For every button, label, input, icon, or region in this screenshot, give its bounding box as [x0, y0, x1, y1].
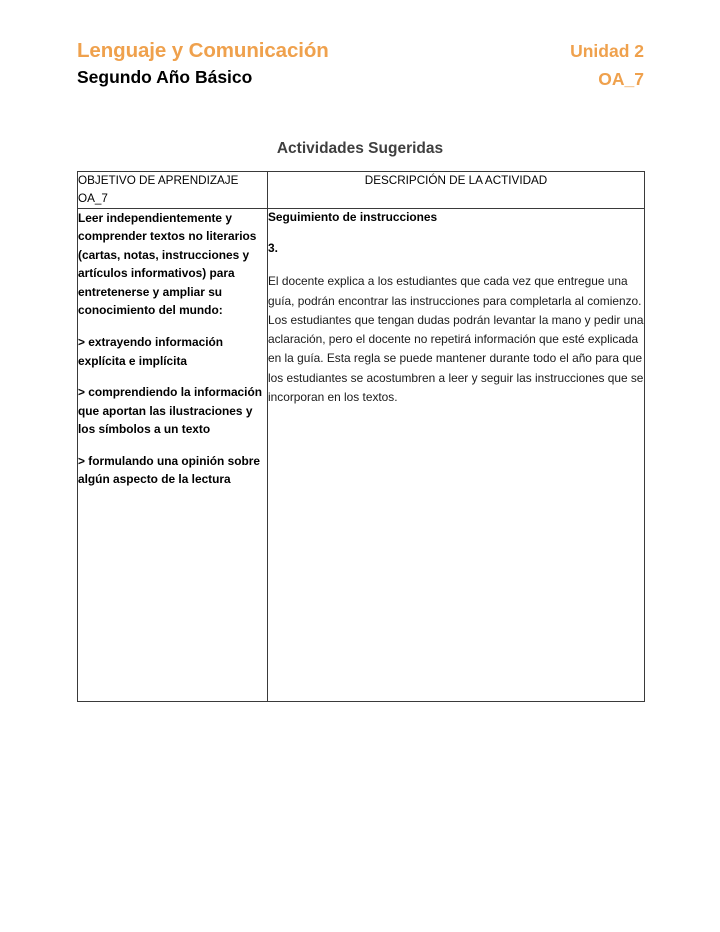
- grade-level-title: Segundo Año Básico: [77, 67, 253, 88]
- document-header: [77, 38, 644, 91]
- column-header-description: DESCRIPCIÓN DE LA ACTIVIDAD: [268, 172, 645, 209]
- column-header-objective: OBJETIVO DE APRENDIZAJE OA_7: [78, 172, 268, 209]
- objective-bullet-2: > comprendiendo la información que aportan las ilustraciones y los símbolos a un texto: [78, 385, 263, 437]
- activities-table: [77, 171, 645, 702]
- objective-cell: [78, 208, 268, 701]
- unit-label: Unidad 2: [570, 41, 644, 61]
- header-right-group: [570, 38, 644, 91]
- section-title: Actividades Sugeridas: [276, 140, 444, 157]
- table-row: [78, 208, 645, 701]
- table-header-row: [78, 172, 645, 209]
- subject-title: Lenguaje y Comunicación: [77, 39, 329, 62]
- learning-objective-code: OA_7: [598, 68, 644, 89]
- header-left-group: [77, 38, 329, 89]
- objective-statement: Leer independientemente y comprender textos no literarios (cartas, notas, instrucciones y artículos informativos) para entretenerse y ampliar su conocimiento del mundo:: [78, 210, 257, 318]
- objective-bullet-3: > formulando una opinión sobre algún aspecto de la lectura: [78, 453, 260, 487]
- activity-body-text: El docente explica a los estudiantes que cada vez que entregue una guía, podrán encontrar las instrucciones para completarla al comienzo. Los estudiantes que tengan dudas podrán levantar la mano y pedir una aclaración, pero el docente no repetirá información que esté explicada en la guía. Esta regla se puede mantener durante todo el año para que los estudiantes se acostumbren a leer y seguir las instrucciones que se incorporan en los textos.: [268, 274, 644, 404]
- objective-bullet-1: > extrayendo información explícita e implícita: [78, 334, 224, 368]
- description-cell: [268, 208, 645, 701]
- activity-heading: Seguimiento de instrucciones: [268, 209, 438, 224]
- activity-number: 3.: [268, 241, 278, 256]
